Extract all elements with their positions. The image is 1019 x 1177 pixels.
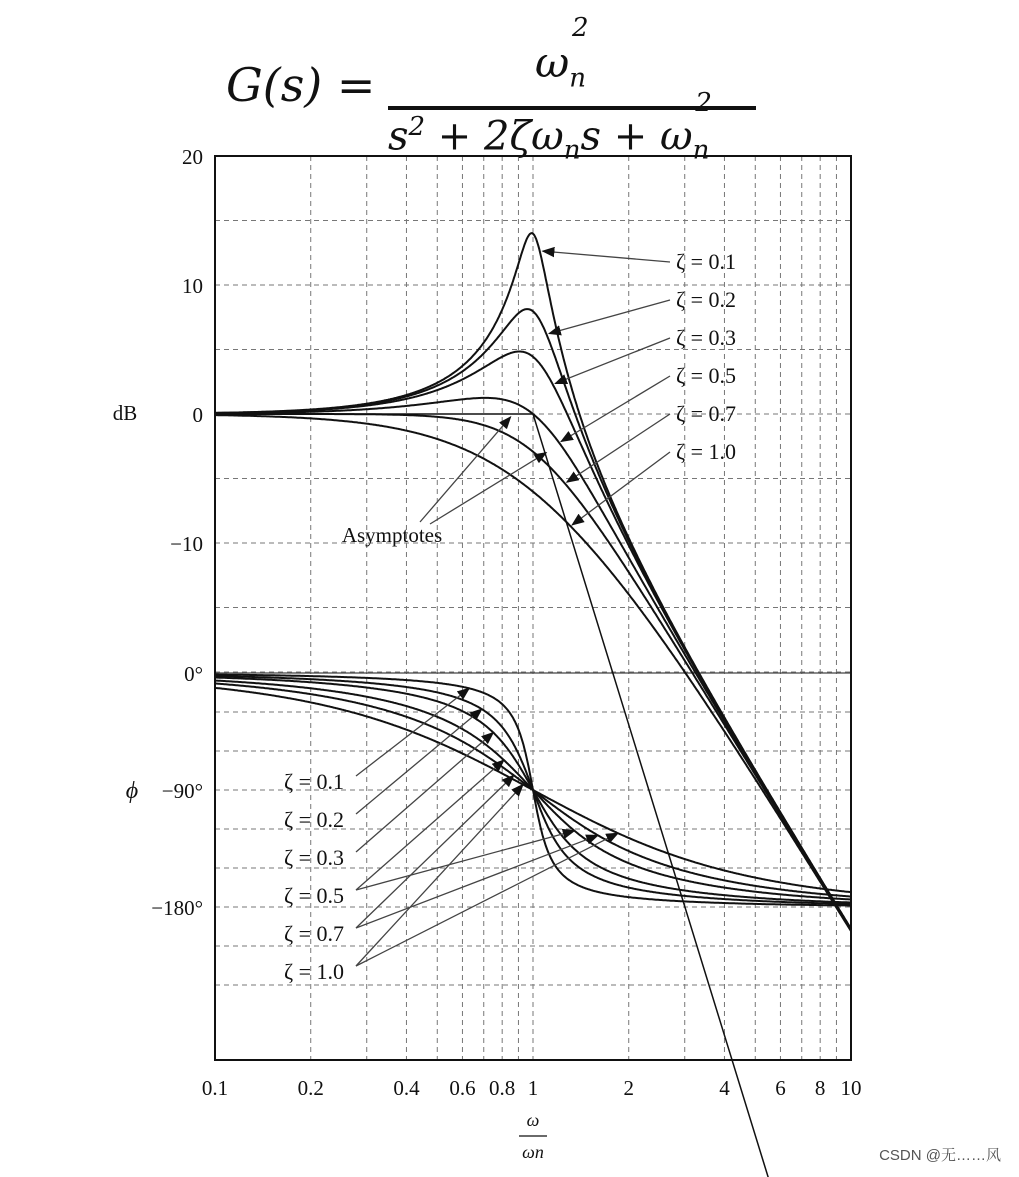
magnitude-zeta-arrow: [555, 338, 670, 383]
x-tick-label: 0.1: [201, 1076, 229, 1100]
y-tick-label-phase: −180°: [151, 896, 203, 920]
magnitude-zeta-arrow: [549, 300, 670, 334]
phase-zeta-arrow: [356, 775, 514, 928]
magnitude-zeta-arrow: [572, 452, 670, 525]
formula-denominator: $s^2 + 2\zeta\omega_ns + \omega_n^2$: [388, 88, 712, 166]
x-tick-label: 8: [814, 1076, 826, 1100]
magnitude-zeta-label: ζ = 0.2: [676, 287, 737, 312]
phase-zeta-label: ζ = 0.5: [284, 883, 345, 908]
y-tick-label-mag: 10: [182, 274, 203, 298]
x-tick-label: 2: [623, 1076, 634, 1100]
x-tick-label: 4: [719, 1076, 730, 1100]
x-tick-label: 1: [527, 1076, 539, 1100]
y-tick-label-mag: 20: [182, 145, 203, 169]
magnitude-zeta-label: ζ = 1.0: [676, 439, 737, 464]
magnitude-zeta-label: ζ = 0.7: [676, 401, 737, 426]
phase-zeta-label: ζ = 1.0: [284, 959, 345, 984]
x-axis-label-numerator: ω: [526, 1110, 540, 1130]
x-tick-label: 0.4: [393, 1076, 420, 1100]
formula-numerator: $\omega_n^2$: [535, 13, 589, 94]
watermark: CSDN @无……风: [879, 1147, 1001, 1164]
magnitude-zeta-label: ζ = 0.1: [676, 249, 737, 274]
phase-zeta-arrow: [356, 785, 523, 966]
y-tick-label-mag: 0: [192, 403, 203, 427]
x-tick-label: 0.2: [297, 1076, 324, 1100]
formula-lhs: G(s) =: [226, 58, 376, 112]
phase-zeta-arrow-upper: [356, 835, 598, 928]
y-tick-label-phase: 0°: [184, 662, 203, 686]
phase-zeta-label: ζ = 0.2: [284, 807, 345, 832]
phase-zeta-label: ζ = 0.7: [284, 921, 345, 946]
x-tick-label: 6: [775, 1076, 786, 1100]
y-tick-label-mag: −10: [170, 532, 203, 556]
phase-zeta-label: ζ = 0.3: [284, 845, 345, 870]
magnitude-zeta-label: ζ = 0.3: [676, 325, 737, 350]
y-axis-label-mag: dB: [112, 401, 138, 425]
y-axis-label-phase: ϕ: [125, 778, 139, 804]
x-tick-label: 0.6: [449, 1076, 476, 1100]
x-tick-label: 0.8: [489, 1076, 516, 1100]
y-tick-label-phase: −90°: [161, 779, 203, 803]
asymptote-arrow: [420, 417, 511, 522]
x-tick-label: 10: [840, 1076, 862, 1100]
phase-zeta-arrow: [356, 688, 469, 776]
magnitude-zeta-arrow: [543, 251, 670, 262]
magnitude-zeta-label: ζ = 0.5: [676, 363, 737, 388]
x-axis-label-denominator: ωn: [522, 1142, 544, 1162]
phase-zeta-label: ζ = 0.1: [284, 769, 345, 794]
asymptotes-label: Asymptotes: [341, 523, 443, 547]
phase-zeta-arrow: [356, 733, 493, 852]
